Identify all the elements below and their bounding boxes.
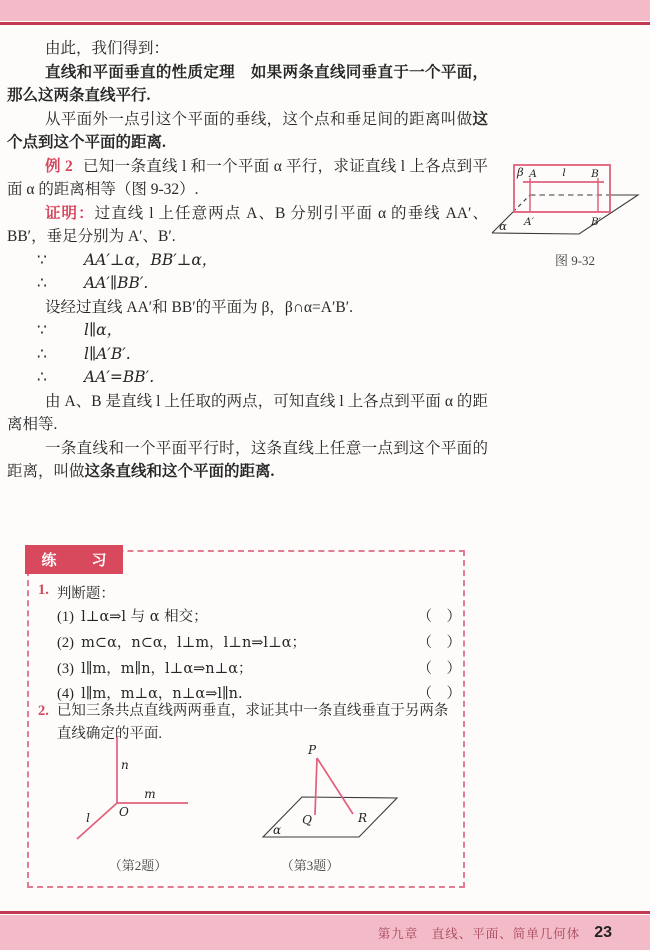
question-1-item-1: (1) l⊥α⇒l 与 α 相交； （ ） bbox=[57, 605, 461, 626]
paragraph-conclusion: 由 A、B 是直线 l 上任取的两点，可知直线 l 上各点到平面 α 的距离相等. bbox=[7, 392, 488, 433]
label-n: n bbox=[121, 758, 129, 772]
question-1-item-3: (3) l∥m，m∥n，l⊥α⇒n⊥α； （ ） bbox=[57, 657, 461, 678]
formula-line-3: ∵ l∥α， bbox=[37, 321, 123, 339]
top-pink-band bbox=[0, 0, 650, 21]
formula-line-5: ∴ AA′=BB′. bbox=[37, 368, 155, 386]
paragraph-proof: 证明：过直线 l 上任意两点 A、B 分别引平面 α 的垂线 AA′、BB′，垂足分别为 A′、B′. bbox=[7, 204, 488, 245]
paragraph-intro: 由此，我们得到： bbox=[45, 40, 170, 57]
label-l: l bbox=[562, 167, 566, 179]
question-2: 2. 已知三条共点直线两两垂直，求证其中一条直线垂直于另两条直线确定的平面. bbox=[38, 700, 458, 746]
label-O: O bbox=[119, 805, 129, 819]
label-m: m bbox=[144, 787, 156, 801]
exercise-2-caption: （第2题） bbox=[108, 858, 168, 873]
paragraph-set-plane: 设经过直线 AA′和 BB′的平面为 β，β∩α=A′B′. bbox=[45, 298, 353, 316]
bottom-pink-band bbox=[0, 915, 650, 950]
paragraph-line-plane-distance: 一条直线和一个平面平行时，这条直线上任意一点到这个平面的距离，叫做这条直线和这个平面的距离. bbox=[7, 439, 488, 480]
label-P: P bbox=[307, 743, 317, 757]
label-l2: l bbox=[86, 811, 90, 825]
paragraph-distance-def: 从平面外一点引这个平面的垂线，这个点和垂足间的距离叫做这个点到这个平面的距离. bbox=[7, 110, 488, 151]
answer-blank: （ ） bbox=[417, 686, 461, 702]
answer-blank: （ ） bbox=[417, 635, 461, 651]
question-1-item-2: (2) m⊂α，n⊂α，l⊥m，l⊥n⇒l⊥α； （ ） bbox=[57, 631, 461, 652]
question-2-number: 2. bbox=[38, 703, 49, 719]
label-B: B bbox=[591, 168, 599, 180]
answer-blank: （ ） bbox=[417, 609, 461, 625]
plane-alpha2-outline bbox=[263, 797, 397, 837]
proof-label: 证明： bbox=[45, 204, 95, 222]
footer-page-number: 23 bbox=[594, 923, 612, 941]
formula-line-1: ∵ AA′⊥α，BB′⊥α， bbox=[37, 250, 218, 269]
top-red-rule bbox=[0, 22, 650, 25]
practice-header: 练 习 bbox=[25, 545, 123, 574]
label-beta: β bbox=[517, 165, 524, 179]
main-text-column bbox=[7, 37, 488, 484]
exercise-2-diagram bbox=[55, 733, 200, 845]
label-A: A bbox=[529, 168, 537, 180]
label-alpha2: α bbox=[272, 823, 282, 837]
formula-line-2: ∴ AA′∥BB′. bbox=[37, 274, 149, 292]
exercise-3-caption: （第3题） bbox=[280, 858, 340, 873]
footer-chapter-title: 第九章 直线、平面、简单几何体 bbox=[377, 926, 581, 941]
label-alpha: α bbox=[499, 219, 507, 233]
paragraph-example: 例 2 已知一条直线 l 和一个平面 α 平行，求证直线 l 上各点到平面 α 的距离相等（图 9-32）. bbox=[7, 157, 488, 198]
label-B-prime: B′ bbox=[590, 216, 602, 228]
bottom-red-rule bbox=[0, 911, 650, 914]
question-1-number: 1. bbox=[38, 582, 49, 598]
segment-PR bbox=[317, 758, 353, 814]
figure-9-32-caption: 图 9-32 bbox=[554, 253, 596, 268]
label-R: R bbox=[358, 811, 368, 825]
question-1-title: 1. 判断题： bbox=[38, 582, 115, 602]
question-1-item-4: (4) l∥m，m⊥α，n⊥α⇒l∥n. （ ） bbox=[57, 682, 461, 703]
label-A-prime: A′ bbox=[524, 216, 534, 228]
hidden-left-edge bbox=[513, 195, 530, 212]
example-label: 例 2 bbox=[45, 157, 73, 175]
exercise-3-diagram bbox=[255, 743, 410, 845]
answer-blank: （ ） bbox=[417, 661, 461, 677]
label-Q: Q bbox=[302, 813, 312, 827]
formula-line-4: ∴ l∥A′B′. bbox=[37, 344, 131, 363]
paragraph-theorem: 直线和平面垂直的性质定理 如果两条直线同垂直于一个平面，那么这两条直线平行. bbox=[7, 63, 488, 104]
segment-PQ bbox=[315, 758, 317, 815]
line-l2 bbox=[77, 803, 117, 839]
